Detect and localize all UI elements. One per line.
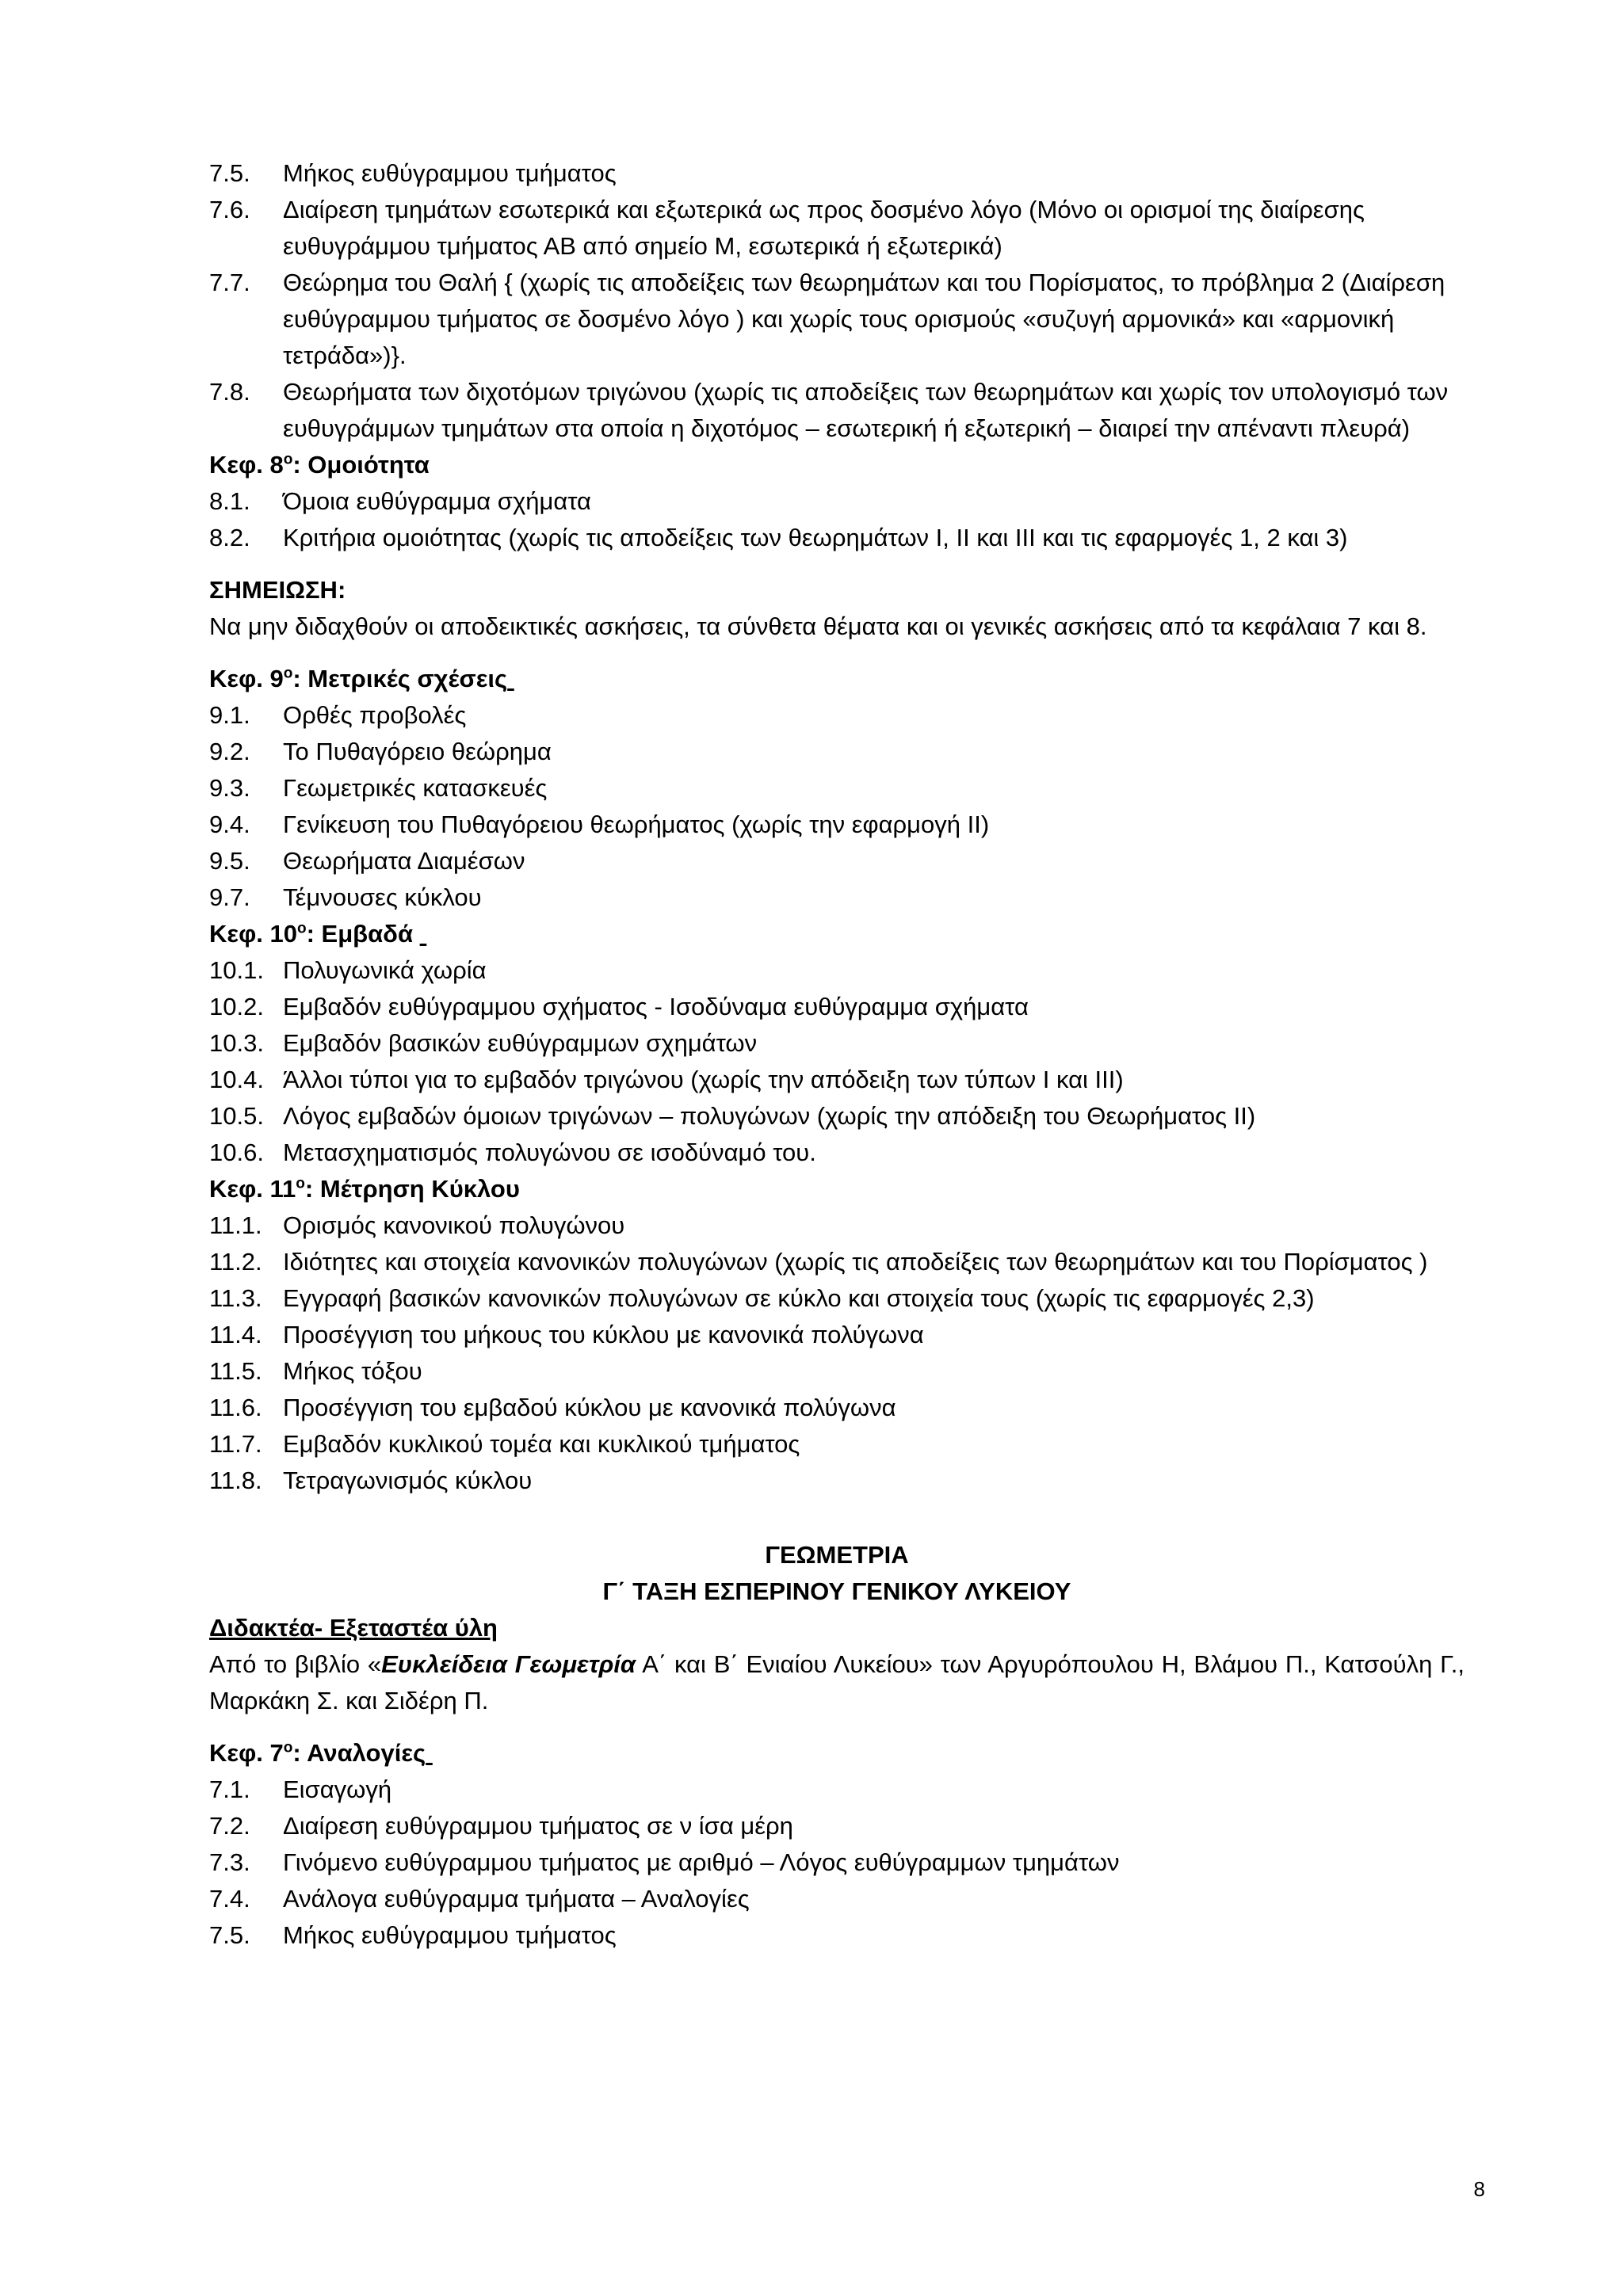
list-item: 9.7. Τέμνουσες κύκλου: [209, 883, 482, 911]
list-item: 11.7. Εμβαδόν κυκλικού τομέα και κυκλικού τμήματος: [209, 1430, 800, 1458]
list-item: 7.2. Διαίρεση ευθύγραμμου τμήματος σε ν ίσα μέρη: [209, 1812, 793, 1840]
section-subtitle: Γ΄ ΤΑΞΗ ΕΣΠΕΡΙΝΟΥ ΓΕΝΙΚΟΥ ΛΥΚΕΙΟΥ: [602, 1577, 1071, 1605]
list-item: 10.3. Εμβαδόν βασικών ευθύγραμμων σχημάτων: [209, 1029, 758, 1057]
chapter-10-heading: Κεφ. $10^o$: Εμβαδά: [209, 920, 414, 948]
note-label: ΣΗΜΕΙΩΣΗ:: [209, 576, 346, 604]
list-item: 11.3. Εγγραφή βασικών κανονικών πολυγώνων σε κύκλο και στοιχεία τους (χωρίς τις εφαρμογές 2,3): [209, 1284, 1315, 1312]
note-text: Να μην διδαχθούν οι αποδεικτικές ασκήσεις, τα σύνθετα θέματα και οι γενικές ασκήσεις από τα κεφάλαια 7 και 8.: [209, 612, 1427, 640]
list-item: 9.3. Γεωμετρικές κατασκευές: [209, 774, 548, 802]
material-heading: Διδακτέα- Εξεταστέα ύλη: [209, 1614, 498, 1642]
list-item: 10.2. Εμβαδόν ευθύγραμμου σχήματος - Ισοδύναμα ευθύγραμμα σχήματα: [209, 993, 1029, 1020]
list-item: 9.1. Ορθές προβολές: [209, 701, 467, 729]
page-number: 8: [1473, 2177, 1485, 2201]
list-item: 11.1. Ορισμός κανονικού πολυγώνου: [209, 1211, 625, 1239]
list-item: 7.5. Μήκος ευθύγραμμου τμήματος: [209, 1921, 617, 1949]
list-item: 10.6. Μετασχηματισμός πολυγώνου σε ισοδύναμό του.: [209, 1138, 816, 1166]
list-item: 10.5. Λόγος εμβαδών όμοιων τριγώνων – πολυγώνων (χωρίς την απόδειξη του Θεωρήματος ΙΙ): [209, 1102, 1256, 1130]
book-intro: Από το βιβλίο «Ευκλείδεια Γεωμετρία Α΄ και Β΄ Ενιαίου Λυκείου» των Αργυρόπουλου Η, Βλάμου Π., Κατσούλη Γ., Μαρκάκη Σ. και Σιδέρη Π.: [209, 1650, 1465, 1714]
list-item: 7.3. Γινόμενο ευθύγραμμου τμήματος με αριθμό – Λόγος ευθύγραμμων τμημάτων: [209, 1848, 1120, 1876]
book-title: Ευκλείδεια Γεωμετρία: [381, 1650, 636, 1678]
list-item: 7.7. Θεώρημα του Θαλή { (χωρίς τις αποδείξεις των θεωρημάτων και του Πορίσματος, το πρόβλημα 2 (Διαίρεση ευθύγραμμου τμήματος σε δοσμένο λόγο ) και χωρίς τους ορισμούς «συζυγή αρμονικά» και «αρμονική τετράδα»)}.: [209, 269, 1445, 369]
list-item: 8.1. Όμοια ευθύγραμμα σχήματα: [209, 487, 591, 515]
list-item: 7.4. Ανάλογα ευθύγραμμα τμήματα – Αναλογίες: [209, 1885, 750, 1913]
list-item: 11.4. Προσέγγιση του μήκους του κύκλου με κανονικά πολύγωνα: [209, 1321, 924, 1348]
list-item: 7.5. Μήκος ευθύγραμμου τμήματος: [209, 159, 617, 187]
list-item: 11.6. Προσέγγιση του εμβαδού κύκλου με κανονικά πολύγωνα: [209, 1394, 896, 1421]
document-page: [209, 155, 1465, 1954]
list-item: 11.8. Τετραγωνισμός κύκλου: [209, 1466, 533, 1494]
list-item: 11.2. Ιδιότητες και στοιχεία κανονικών πολυγώνων (χωρίς τις αποδείξεις των θεωρημάτων και του Πορίσματος ): [209, 1248, 1428, 1276]
list-item: 9.2. Το Πυθαγόρειο θεώρημα: [209, 738, 552, 765]
chapter-7-heading: Κεφ. $7^o$: Αναλογίες: [209, 1739, 426, 1767]
list-item: 10.1. Πολυγωνικά χωρία: [209, 956, 487, 984]
list-item: 7.1. Εισαγωγή: [209, 1775, 392, 1803]
list-item: 8.2. Κριτήρια ομοιότητας (χωρίς τις αποδείξεις των θεωρημάτων Ι, ΙΙ και ΙΙΙ και τις εφαρμογές 1, 2 και 3): [209, 524, 1348, 551]
list-item: 10.4. Άλλοι τύποι για το εμβαδόν τριγώνου (χωρίς την απόδειξη των τύπων Ι και ΙΙΙ): [209, 1066, 1124, 1093]
list-item: 7.8. Θεωρήματα των διχοτόμων τριγώνου (χωρίς τις αποδείξεις των θεωρημάτων και χωρίς τον υπολογισμό των ευθυγράμμων τμημάτων στα οποία η διχοτόμος – εσωτερική ή εξωτερική – διαιρεί την απέναντι πλευρά): [209, 378, 1449, 442]
chapter-8-heading: Κεφ. $8^o$: Ομοιότητα: [209, 451, 430, 479]
list-item: 7.6. Διαίρεση τμημάτων εσωτερικά και εξωτερικά ως προς δοσμένο λόγο (Μόνο οι ορισμοί της διαίρεσης ευθυγράμμου τμήματος ΑΒ από σημείο Μ, εσωτερικά ή εξωτερικά): [209, 196, 1365, 260]
list-item: 11.5. Μήκος τόξου: [209, 1357, 422, 1385]
list-item: 9.5. Θεωρήματα Διαμέσων: [209, 847, 525, 875]
list-item: 9.4. Γενίκευση του Πυθαγόρειου θεωρήματος (χωρίς την εφαρμογή ΙΙ): [209, 810, 990, 838]
chapter-9-heading: Κεφ. $9^o$: Μετρικές σχέσεις: [209, 665, 508, 692]
section-title: ΓΕΩΜΕΤΡΙΑ: [765, 1541, 909, 1569]
chapter-11-heading: Κεφ. $11^o$: Μέτρηση Κύκλου: [209, 1175, 520, 1203]
